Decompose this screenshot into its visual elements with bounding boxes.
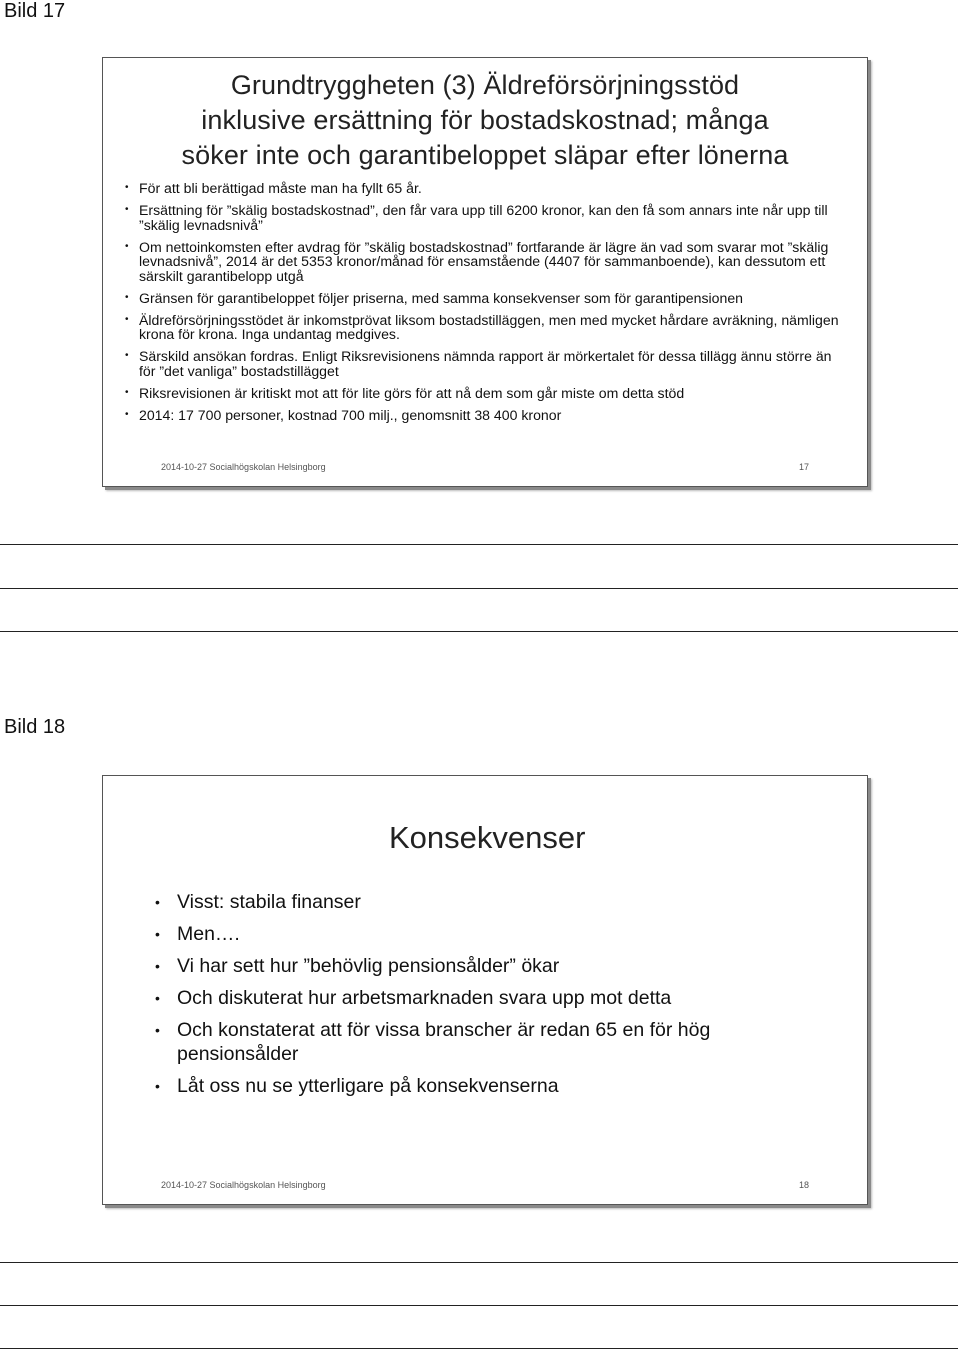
title-line: inklusive ersättning för bostadskostnad; många [201, 105, 769, 135]
list-item-text: Men…. [177, 923, 240, 945]
bullet-icon: • [125, 240, 129, 252]
list-item [125, 203, 841, 232]
bullet-icon: • [125, 386, 129, 398]
slide-17-footer: 2014-10-27 Socialhögskolan Helsingborg [161, 462, 326, 472]
list-item-text: För att bli berättigad måste man ha fyllt 65 år. [139, 180, 422, 196]
slide-17-title [103, 68, 867, 173]
slide-18-bullet-list [155, 890, 807, 1106]
slide-label-17: Bild 17 [4, 0, 66, 22]
list-item-text: Särskild ansökan fordras. Enligt Riksrevisionens nämnda rapport är mörkertalet för dessa tillägg ännu större än för ”det vanliga” bostadstillägget [139, 348, 832, 379]
list-item [155, 954, 807, 978]
list-item-text: Ersättning för ”skälig bostadskostnad”, den får vara upp till 6200 kronor, kan den få som annars inte når upp till ”skälig levnadsnivå” [139, 202, 828, 233]
list-item-text: 2014: 17 700 personer, kostnad 700 milj., genomsnitt 38 400 kronor [139, 406, 562, 423]
slide-18 [102, 775, 868, 1205]
list-item [125, 313, 841, 342]
list-item-text: Och diskuterat hur arbetsmarknaden svara upp mot detta [177, 987, 672, 1009]
title-line: Grundtryggheten (3) Äldreförsörjningsstöd [230, 70, 740, 100]
bullet-icon: • [125, 350, 129, 361]
note-line [0, 1305, 958, 1306]
list-item-text: Riksrevisionen är kritiskt mot att för lite görs för att nå dem som går miste om detta stöd [139, 384, 685, 401]
list-item-text: Äldreförsörjningsstödet är inkomstprövat liksom bostadstilläggen, men med mycket hårdare avräkning, nämligen krona för krona. Inga undantag medgives. [139, 311, 839, 342]
list-item [125, 349, 841, 378]
bullet-icon: • [125, 204, 129, 215]
note-line [0, 588, 958, 589]
slide-17-bullet-list [125, 181, 841, 430]
bullet-icon: • [155, 958, 160, 974]
list-item [155, 922, 807, 946]
note-line [0, 544, 958, 545]
slide-17-page-number: 17 [798, 462, 809, 472]
list-item [125, 240, 841, 284]
slide-18-footer: 2014-10-27 Socialhögskolan Helsingborg [161, 1180, 326, 1190]
note-line [0, 1348, 958, 1349]
note-line [0, 631, 958, 632]
bullet-icon: • [125, 408, 129, 420]
bullet-icon: • [155, 990, 160, 1006]
list-item-text: Och konstaterat att för vissa branscher är redan 65 en för hög pensionsålder [177, 1019, 711, 1065]
bullet-icon: • [155, 894, 160, 910]
slide-18-title: Konsekvenser [389, 820, 586, 855]
slide-17 [102, 57, 868, 487]
list-item [125, 408, 841, 423]
bullet-icon: • [155, 1022, 160, 1038]
bullet-icon: • [125, 182, 129, 193]
list-item-text: Visst: stabila finanser [177, 891, 361, 913]
title-line: söker inte och garantibeloppet släpar efter lönerna [181, 140, 789, 170]
list-item [155, 1018, 807, 1066]
bullet-icon: • [155, 926, 160, 942]
list-item [155, 890, 807, 914]
bullet-icon: • [125, 291, 129, 303]
list-item-text: Vi har sett hur ”behövlig pensionsålder” ökar [177, 955, 560, 977]
list-item [155, 1074, 807, 1098]
list-item [155, 986, 807, 1010]
bullet-icon: • [155, 1078, 160, 1094]
bullet-icon: • [125, 313, 129, 325]
list-item [125, 291, 841, 306]
list-item [125, 181, 841, 196]
slide-label-18: Bild 18 [4, 716, 66, 738]
list-item-text: Om nettoinkomsten efter avdrag för ”skälig bostadskostnad” fortfarande är lägre än vad som svarar mot ”skälig levnadsnivå”, 2014 är det 5353 kronor/månad för ensamstående (4407 för sammanboende), kan dessutom ett särskilt garantibelopp utgå [139, 238, 829, 284]
list-item [125, 386, 841, 401]
note-line [0, 1262, 958, 1263]
list-item-text: Låt oss nu se ytterligare på konsekvenserna [177, 1075, 559, 1097]
list-item-text: Gränsen för garantibeloppet följer priserna, med samma konsekvenser som för garantipensionen [139, 289, 744, 306]
slide-18-page-number: 18 [798, 1180, 809, 1190]
